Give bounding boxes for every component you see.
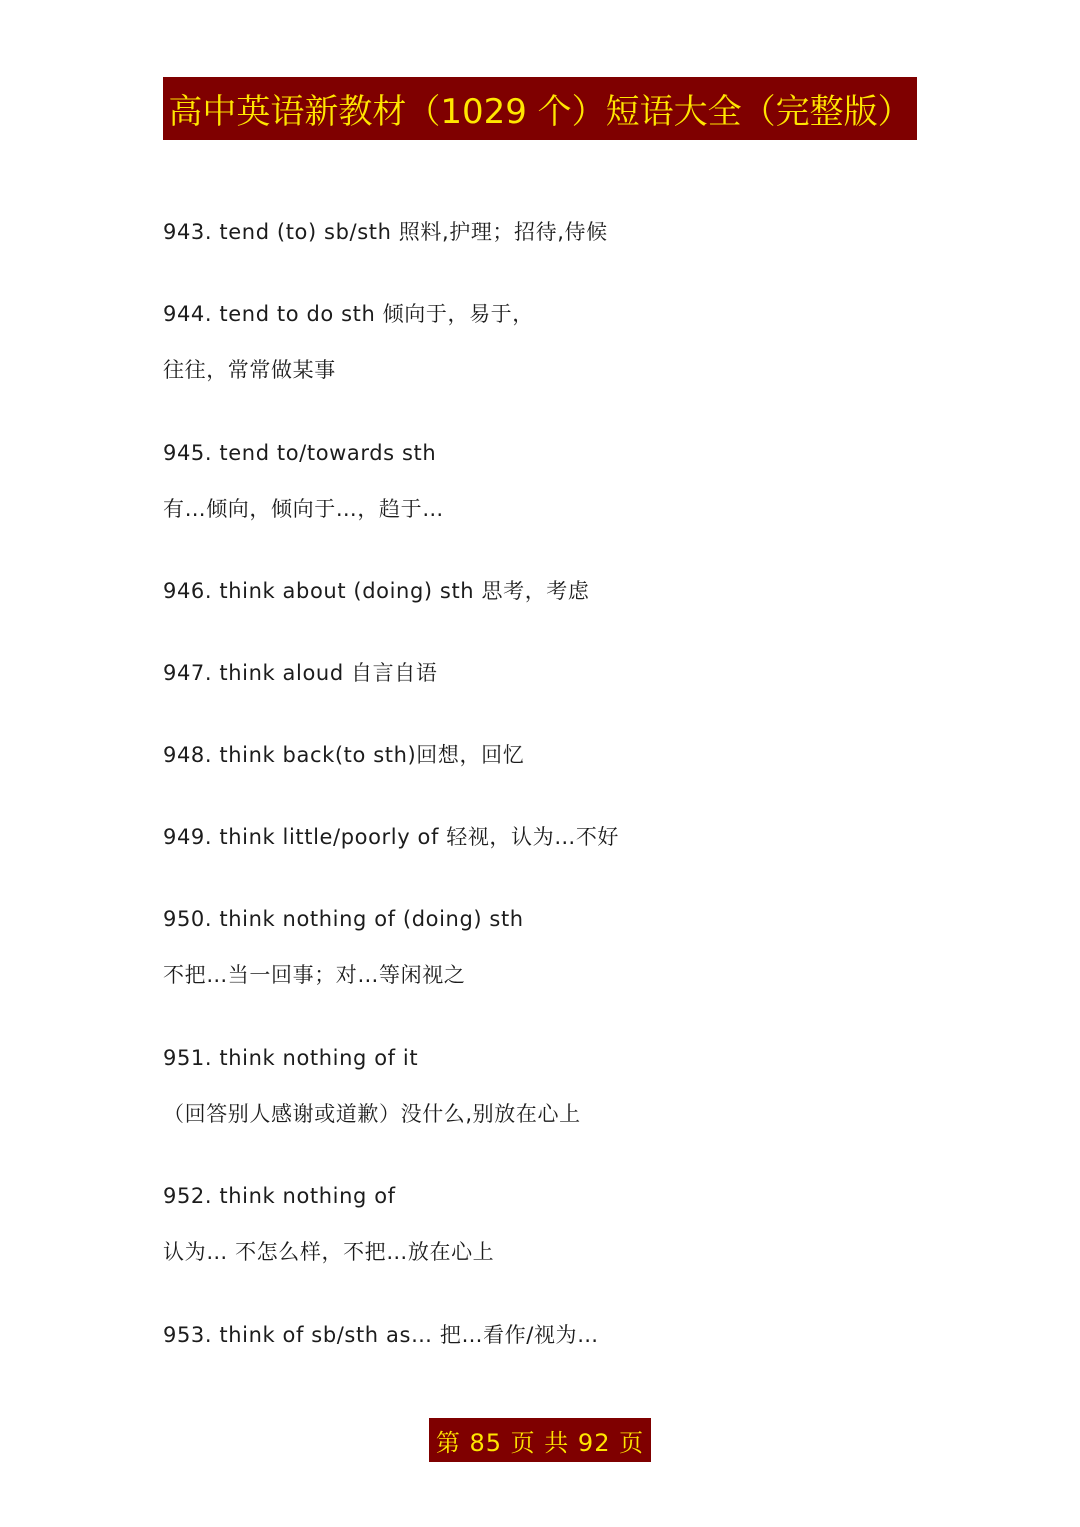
entry-946-line-1: 946. think about (doing) sth 思考，考虑	[163, 579, 590, 603]
page-number-banner	[429, 1418, 651, 1462]
page-number: 第 85 页 共 92 页	[435, 1428, 645, 1457]
entry-952-line-1: 952. think nothing of	[163, 1184, 396, 1208]
entry-945-line-2: 有…倾向，倾向于…，趋于…	[163, 497, 444, 521]
entry-951-line-2: （回答别人感谢或道歉）没什么,别放在心上	[163, 1102, 581, 1126]
entry-952-line-2: 认为… 不怎么样，不把…放在心上	[163, 1240, 495, 1264]
entry-944-line-1: 944. tend to do sth 倾向于，易于，	[163, 302, 534, 326]
entry-943-line-1: 943. tend (to) sb/sth 照料,护理；招待,侍候	[163, 220, 608, 244]
title-banner	[163, 77, 917, 140]
entry-944-line-2: 往往，常常做某事	[163, 358, 336, 382]
entry-947-line-1: 947. think aloud 自言自语	[163, 661, 438, 685]
entry-950-line-2: 不把…当一回事；对…等闲视之	[163, 963, 466, 987]
entry-948-line-1: 948. think back(to sth)回想，回忆	[163, 743, 525, 767]
entry-953-line-1: 953. think of sb/sth as… 把…看作/视为…	[163, 1323, 599, 1347]
entry-949-line-1: 949. think little/poorly of 轻视，认为…不好	[163, 825, 620, 849]
document-title: 高中英语新教材（1029 个）短语大全（完整版）	[168, 92, 912, 132]
entry-945-line-1: 945. tend to/towards sth	[163, 441, 437, 465]
entry-950-line-1: 950. think nothing of (doing) sth	[163, 907, 524, 931]
entry-951-line-1: 951. think nothing of it	[163, 1046, 419, 1070]
